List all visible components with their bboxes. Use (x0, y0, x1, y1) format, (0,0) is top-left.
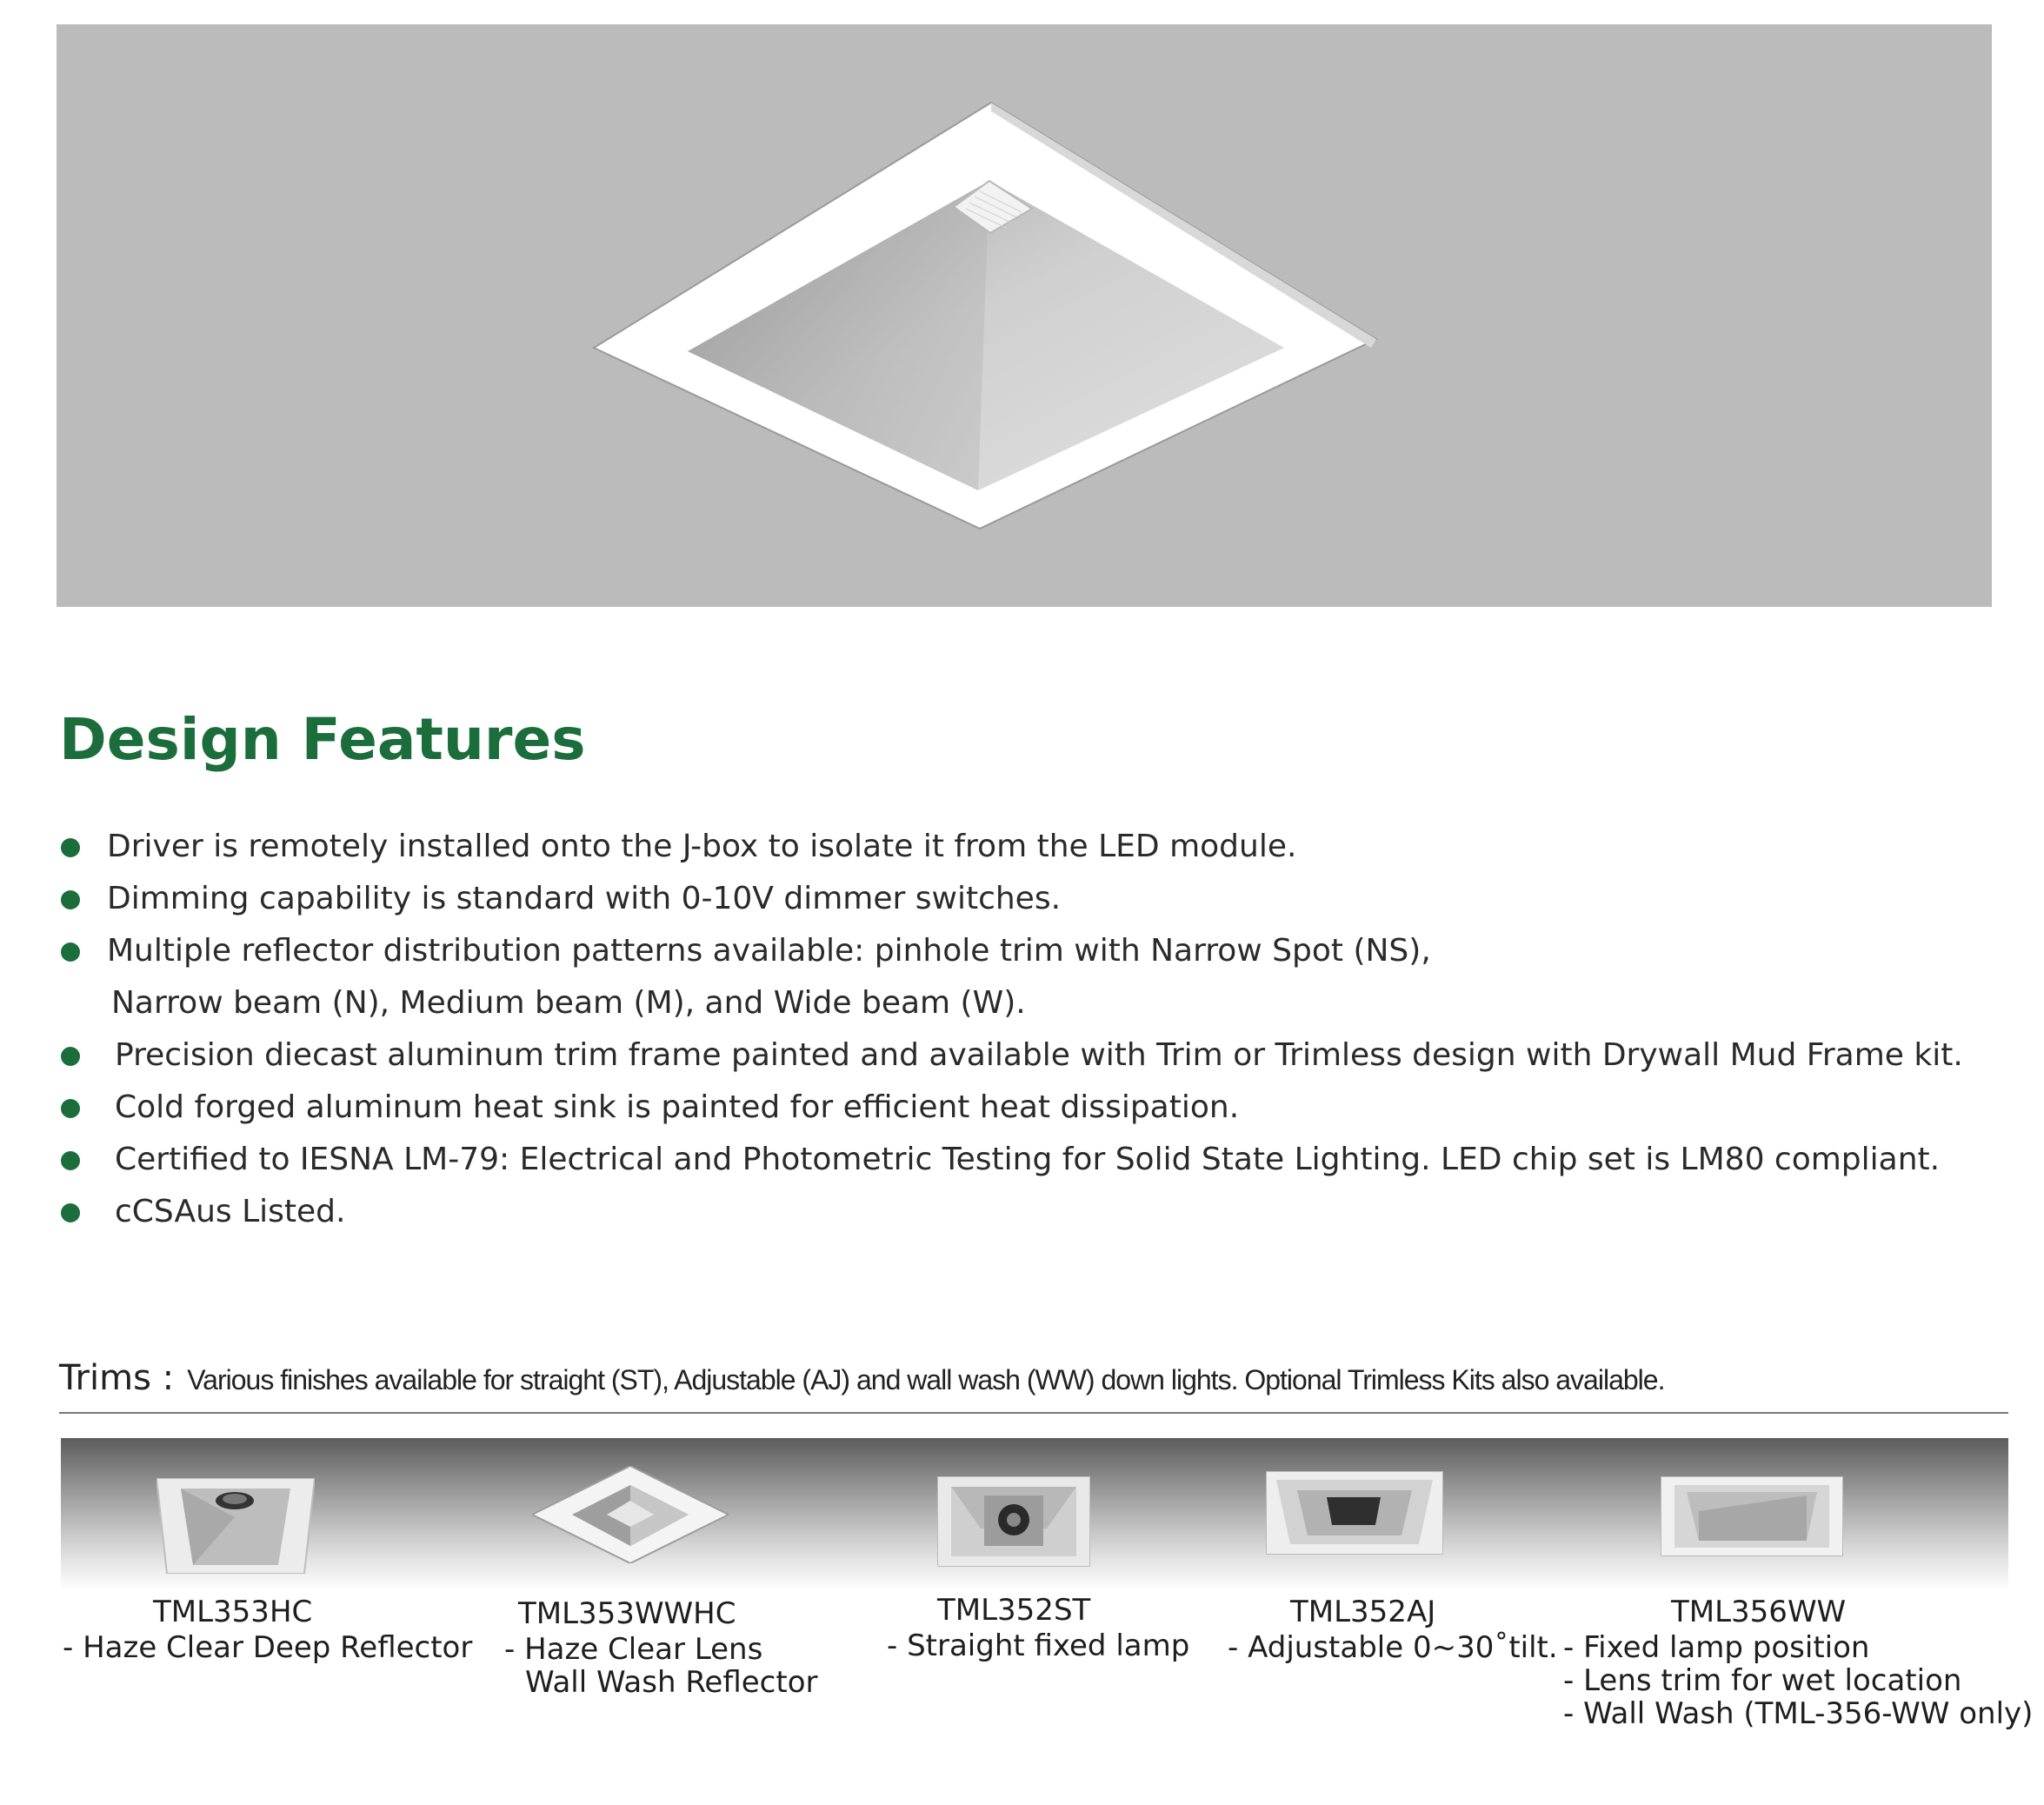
design-features-list (59, 821, 2024, 1238)
bullet-icon (61, 1047, 80, 1066)
feature-item (59, 925, 2024, 1029)
feature-item (59, 821, 2024, 873)
trim-model-tml353hc: TML353HC (153, 1595, 313, 1629)
feature-item (59, 873, 2024, 925)
feature-text: Driver is remotely installed onto the J-box to isolate it from the LED module. (107, 829, 1297, 864)
trims-label: Trims : (59, 1358, 175, 1398)
trim-desc-tml353wwhc-line2: Wall Wash Reflector (525, 1665, 818, 1700)
bullet-icon (61, 1151, 80, 1170)
trim-model-tml353wwhc: TML353WWHC (518, 1596, 736, 1631)
trim-image-tml352st (937, 1476, 1090, 1567)
trim-model-tml356ww: TML356WW (1671, 1595, 1847, 1629)
trims-description: Various finishes available for straight (ST), Adjustable (AJ) and wall wash (WW) down lights. Optional Trimless Kits also available. (187, 1364, 1665, 1395)
bullet-icon (61, 890, 80, 909)
trims-divider (59, 1412, 2008, 1414)
trim-model-tml352aj: TML352AJ (1290, 1595, 1436, 1629)
trim-image-tml353wwhc (532, 1466, 729, 1563)
feature-text-continuation: Narrow beam (N), Medium beam (M), and Wide beam (W). (111, 985, 1026, 1021)
trim-desc-tml353hc: - Haze Clear Deep Reflector (63, 1630, 473, 1665)
feature-text: Cold forged aluminum heat sink is painted for efficient heat dissipation. (115, 1089, 1240, 1125)
bullet-icon (61, 1203, 80, 1222)
design-features-title: Design Features (59, 706, 586, 773)
feature-item (59, 1082, 2024, 1134)
trim-desc-tml356ww-line3: - Wall Wash (TML-356-WW only) (1563, 1696, 2034, 1731)
feature-text: Dimming capability is standard with 0-10V dimmer switches. (107, 881, 1062, 916)
bullet-icon (61, 942, 80, 962)
trim-desc-tml352aj: - Adjustable 0~30˚tilt. (1228, 1630, 1558, 1665)
trim-desc-tml356ww-line2: - Lens trim for wet location (1563, 1663, 1962, 1698)
feature-text: cCSAus Listed. (115, 1194, 346, 1229)
feature-item (59, 1186, 2024, 1238)
trim-image-tml353hc (156, 1478, 315, 1574)
hero-product-image (57, 24, 1992, 607)
trim-image-tml356ww (1661, 1476, 1843, 1556)
feature-text: Certified to IESNA LM-79: Electrical and Photometric Testing for Solid State Lighting. LED chip set is LM80 compliant. (115, 1142, 1941, 1177)
trim-desc-tml356ww-line1: - Fixed lamp position (1563, 1630, 1870, 1665)
trims-heading (59, 1358, 1664, 1398)
feature-item (59, 1029, 2024, 1082)
trim-image-tml352aj (1266, 1471, 1443, 1555)
square-downlight-illustration (57, 24, 1992, 607)
trim-desc-tml352st: - Straight fixed lamp (887, 1628, 1190, 1663)
bullet-icon (61, 1099, 80, 1118)
trim-desc-tml353wwhc-line1: - Haze Clear Lens (504, 1632, 763, 1667)
bullet-icon (61, 838, 80, 857)
feature-item (59, 1134, 2024, 1186)
feature-text: Precision diecast aluminum trim frame painted and available with Trim or Trimless design with Drywall Mud Frame kit. (115, 1037, 1963, 1073)
trim-model-tml352st: TML352ST (937, 1593, 1091, 1628)
feature-text: Multiple reflector distribution patterns available: pinhole trim with Narrow Spot (NS), (107, 933, 1431, 969)
